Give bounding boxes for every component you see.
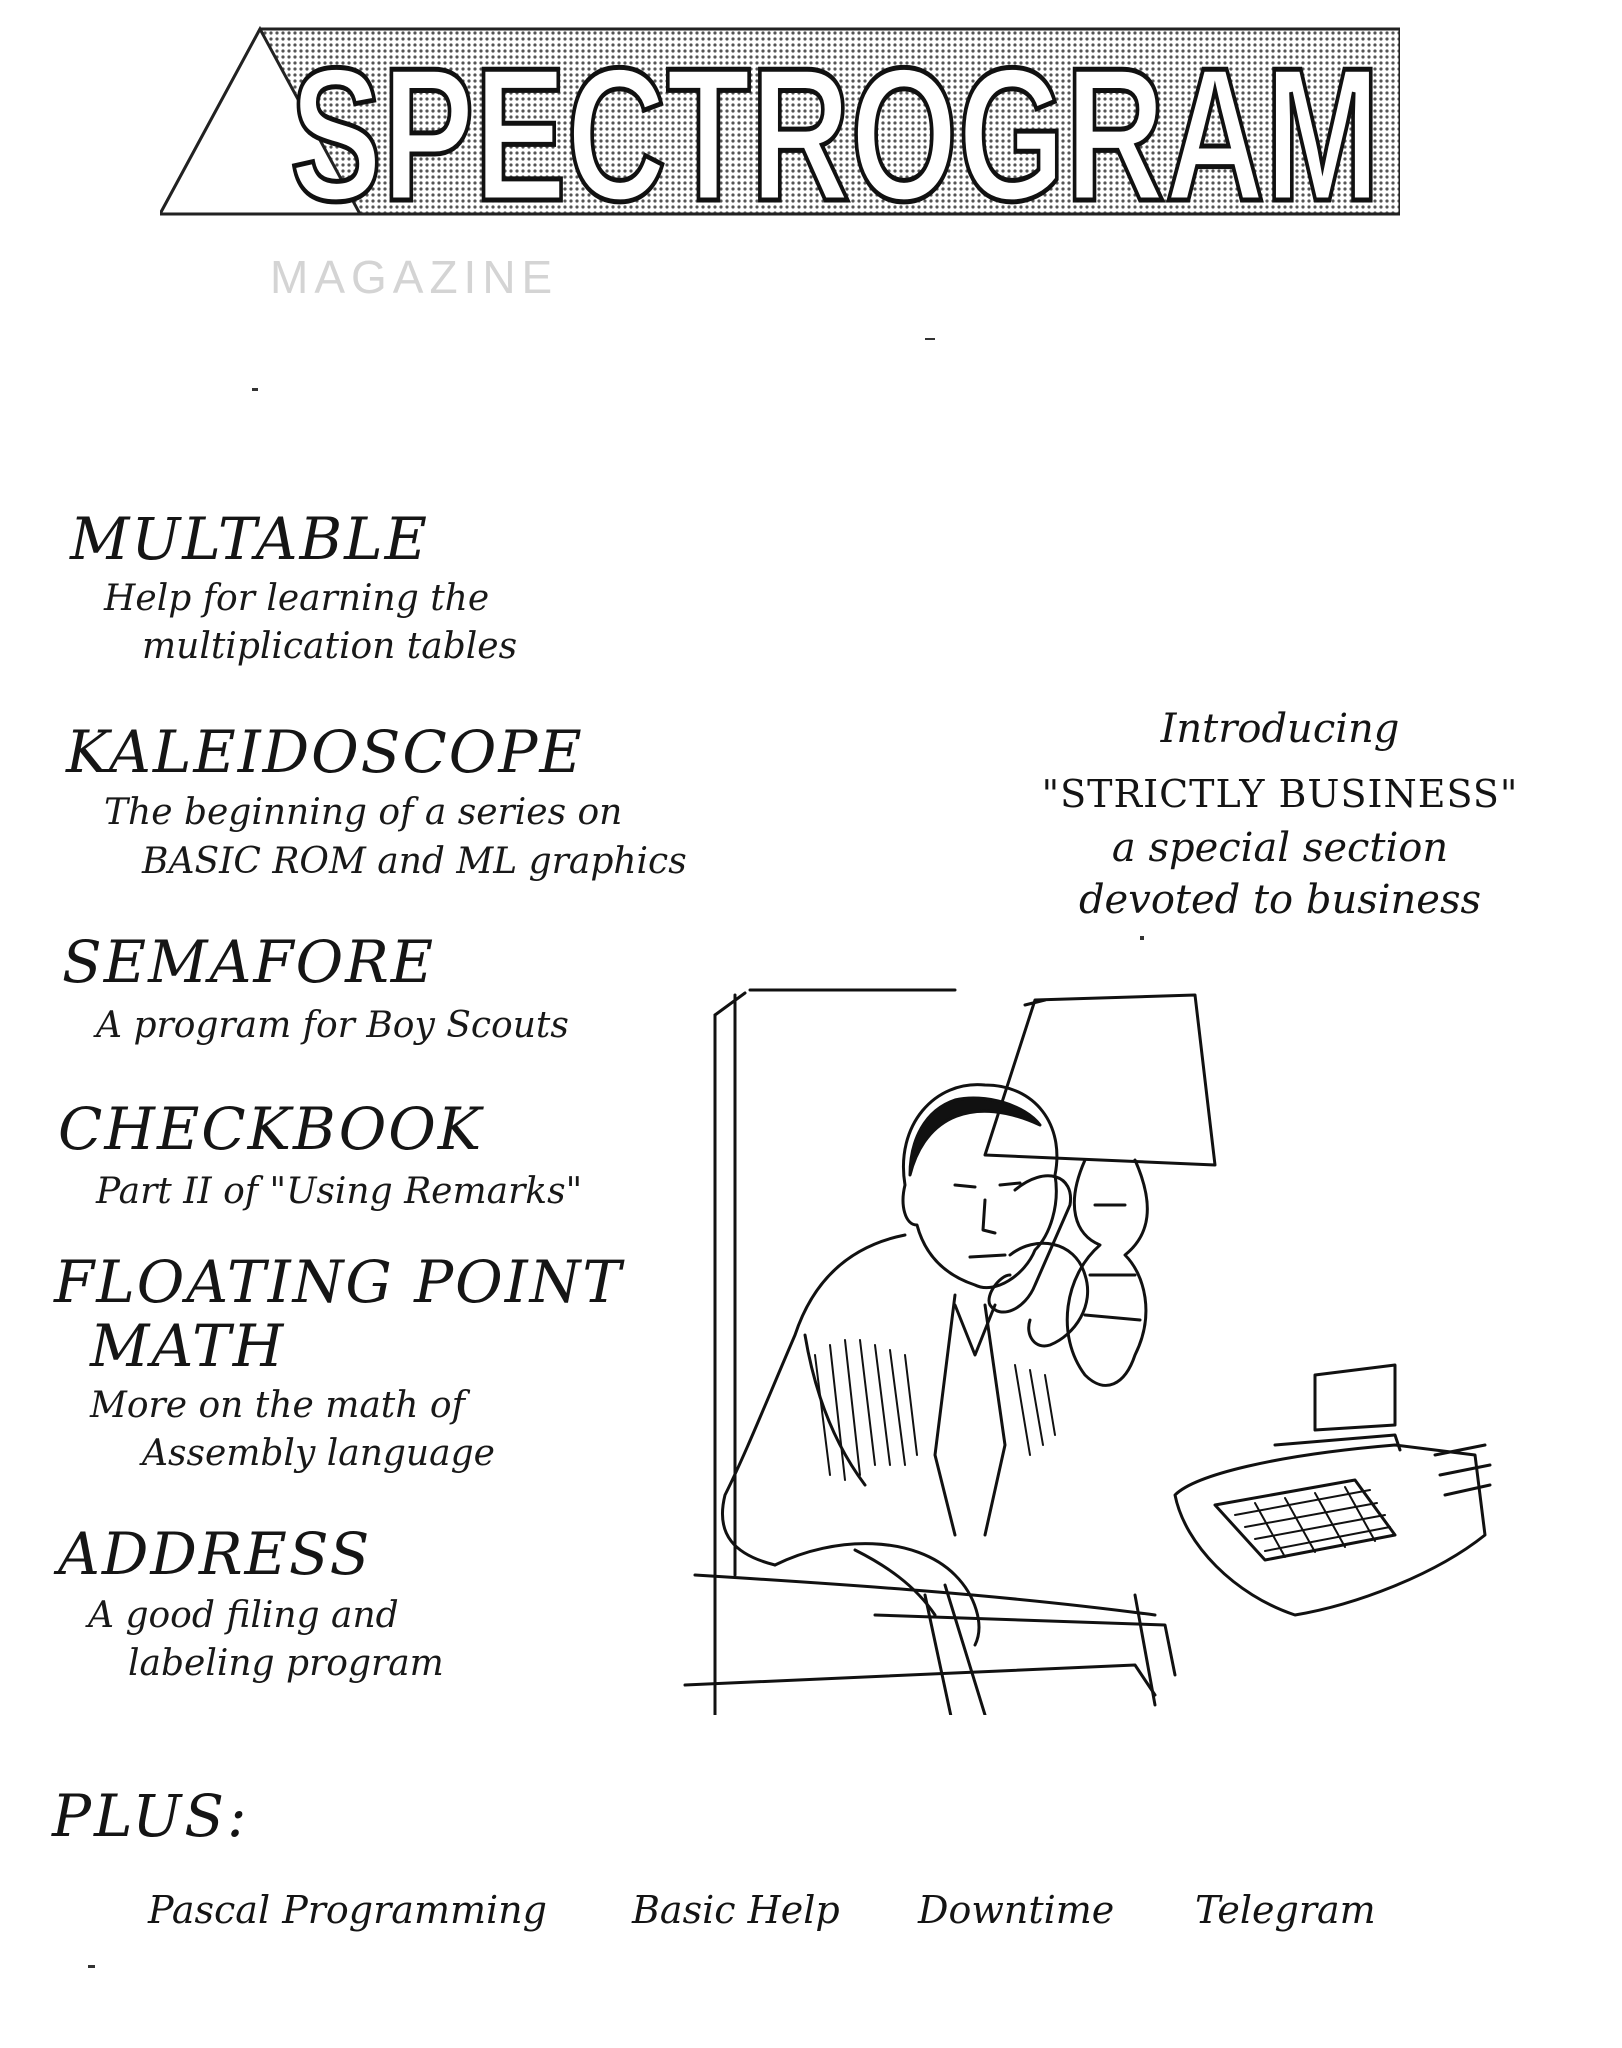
article-desc-floating-point-line2: Assembly language: [142, 1433, 495, 1474]
plus-item-basic-help: Basic Help: [632, 1888, 840, 1932]
article-title-checkbook: CHECKBOOK: [58, 1095, 484, 1163]
masthead-subtitle: MAGAZINE: [270, 251, 559, 303]
plus-heading: PLUS:: [52, 1782, 250, 1850]
article-desc-checkbook: Part II of "Using Remarks": [96, 1171, 583, 1212]
scan-speck: [88, 1965, 95, 1968]
article-title-semafore: SEMAFORE: [62, 928, 436, 996]
article-desc-multable-line2: multiplication tables: [142, 626, 518, 667]
scan-speck: [1140, 936, 1144, 940]
article-desc-address-line2: labeling program: [128, 1643, 444, 1684]
article-desc-semafore: A program for Boy Scouts: [96, 1005, 569, 1046]
promo-section-name: "STRICTLY BUSINESS": [1041, 772, 1519, 816]
strictly-business-promo: [1000, 706, 1560, 923]
businessman-illustration: [655, 975, 1495, 1715]
masthead-logo: [160, 24, 1400, 224]
plus-item-telegram: Telegram: [1195, 1888, 1376, 1932]
masthead-title: SPECTROGRAM: [290, 29, 1380, 224]
plus-item-pascal-programming: Pascal Programming: [148, 1888, 547, 1932]
article-desc-kaleidoscope-line1: The beginning of a series on: [104, 792, 623, 833]
article-desc-floating-point-line1: More on the math of: [90, 1385, 465, 1426]
promo-intro: Introducing: [1160, 706, 1400, 752]
article-title-address: ADDRESS: [58, 1520, 372, 1588]
article-desc-multable-line1: Help for learning the: [104, 578, 490, 619]
scan-speck: [252, 388, 258, 391]
scan-speck: [925, 338, 935, 340]
article-title-multable: MULTABLE: [70, 505, 429, 573]
article-desc-kaleidoscope-line2: BASIC ROM and ML graphics: [142, 841, 687, 882]
plus-item-downtime: Downtime: [918, 1888, 1115, 1932]
article-title-floating-point-line1: FLOATING POINT: [54, 1248, 624, 1316]
article-title-floating-point-line2: MATH: [90, 1312, 286, 1380]
article-title-kaleidoscope: KALEIDOSCOPE: [66, 718, 584, 786]
promo-line-1: a special section: [1111, 825, 1449, 871]
promo-line-2: devoted to business: [1078, 877, 1482, 923]
article-desc-address-line1: A good filing and: [88, 1595, 399, 1636]
